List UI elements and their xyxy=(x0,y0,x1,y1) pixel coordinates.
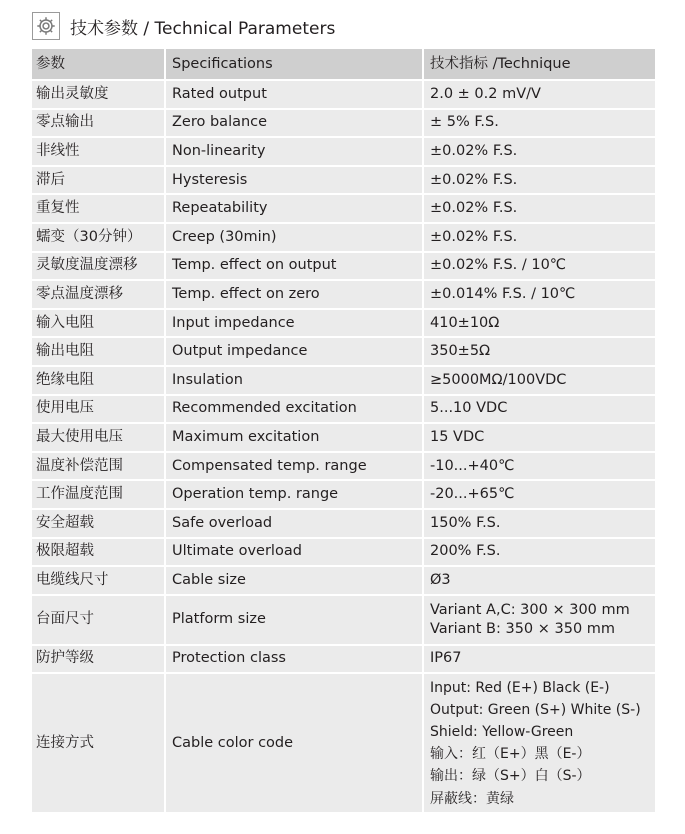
table-row xyxy=(32,253,655,280)
param-cn-cell: 绝缘电阻 xyxy=(32,367,164,394)
table-row xyxy=(32,510,655,537)
param-cn-cell: 重复性 xyxy=(32,195,164,222)
table-row xyxy=(32,396,655,423)
param-cn-cell: 工作温度范围 xyxy=(32,481,164,508)
param-en-cell: Insulation xyxy=(164,367,422,394)
param-cn-cell: 安全超载 xyxy=(32,510,164,537)
table-row xyxy=(32,539,655,566)
param-en-cell: Cable color code xyxy=(164,674,422,812)
param-cn-cell: 蠕变（30分钟） xyxy=(32,224,164,251)
table-row xyxy=(32,138,655,165)
param-value-cell: ±0.02% F.S. xyxy=(422,224,655,251)
param-value-cell: 200% F.S. xyxy=(422,539,655,566)
column-header-specifications: Specifications xyxy=(164,49,422,79)
page-title: 技术参数 / Technical Parameters xyxy=(70,18,336,39)
table-row xyxy=(32,281,655,308)
param-en-cell: Zero balance xyxy=(164,110,422,137)
table-row xyxy=(32,110,655,137)
table-row xyxy=(32,367,655,394)
param-en-cell: Creep (30min) xyxy=(164,224,422,251)
cable-color-line: Shield: Yellow-Green xyxy=(430,724,574,741)
table-row xyxy=(32,310,655,337)
cable-color-line: 输入：红（E+）黑（E-） xyxy=(430,746,591,763)
param-value-cell: ≥5000MΩ/100VDC xyxy=(422,367,655,394)
section-header xyxy=(32,10,335,42)
column-header-technique: 技术指标 /Technique xyxy=(422,49,655,79)
param-en-cell: Output impedance xyxy=(164,338,422,365)
param-cn-cell: 非线性 xyxy=(32,138,164,165)
param-en-cell: Protection class xyxy=(164,646,422,673)
table-row xyxy=(32,195,655,222)
table-header-row xyxy=(32,49,655,79)
param-value-cell: ±0.02% F.S. xyxy=(422,138,655,165)
param-en-cell: Maximum excitation xyxy=(164,424,422,451)
param-cn-cell: 零点输出 xyxy=(32,110,164,137)
table-row xyxy=(32,224,655,251)
table-row xyxy=(32,338,655,365)
param-value-cell: -20...+65℃ xyxy=(422,481,655,508)
table-row xyxy=(32,167,655,194)
gear-icon xyxy=(32,12,60,40)
table-row-cable-color-code xyxy=(32,674,655,812)
param-en-cell: Safe overload xyxy=(164,510,422,537)
param-en-cell: Input impedance xyxy=(164,310,422,337)
column-header-parameter: 参数 xyxy=(32,49,164,79)
param-cn-cell: 灵敏度温度漂移 xyxy=(32,253,164,280)
param-value-cell: ±0.02% F.S. xyxy=(422,167,655,194)
param-value-cell: Ø3 xyxy=(422,567,655,594)
platform-size-line: Variant A,C: 300 × 300 mm xyxy=(430,601,630,618)
param-cn-cell: 极限超载 xyxy=(32,539,164,566)
param-value-cell: -10...+40℃ xyxy=(422,453,655,480)
param-value-cell xyxy=(422,596,655,644)
technical-parameters-table xyxy=(32,47,655,814)
param-cn-cell: 防护等级 xyxy=(32,646,164,673)
param-cn-cell: 温度补偿范围 xyxy=(32,453,164,480)
param-value-cell: 2.0 ± 0.2 mV/V xyxy=(422,81,655,108)
param-value-cell: 15 VDC xyxy=(422,424,655,451)
param-en-cell: Cable size xyxy=(164,567,422,594)
param-en-cell: Operation temp. range xyxy=(164,481,422,508)
param-en-cell: Temp. effect on output xyxy=(164,253,422,280)
param-cn-cell: 最大使用电压 xyxy=(32,424,164,451)
param-cn-cell: 零点温度漂移 xyxy=(32,281,164,308)
param-value-cell xyxy=(422,674,655,812)
cable-color-line: Output: Green (S+) White (S-) xyxy=(430,701,641,718)
param-en-cell: Hysteresis xyxy=(164,167,422,194)
param-value-cell: 150% F.S. xyxy=(422,510,655,537)
param-value-cell: ±0.014% F.S. / 10℃ xyxy=(422,281,655,308)
table-row xyxy=(32,81,655,108)
cable-color-line: 输出：绿（S+）白（S-） xyxy=(430,768,591,785)
param-cn-cell: 滞后 xyxy=(32,167,164,194)
param-value-cell: ± 5% F.S. xyxy=(422,110,655,137)
param-value-cell: 5...10 VDC xyxy=(422,396,655,423)
param-cn-cell: 台面尺寸 xyxy=(32,596,164,644)
table-row xyxy=(32,567,655,594)
table-row xyxy=(32,481,655,508)
param-cn-cell: 电缆线尺寸 xyxy=(32,567,164,594)
param-en-cell: Rated output xyxy=(164,81,422,108)
param-cn-cell: 输出灵敏度 xyxy=(32,81,164,108)
cable-color-line: Input: Red (E+) Black (E-) xyxy=(430,679,610,696)
table-row-protection-class xyxy=(32,646,655,673)
param-en-cell: Ultimate overload xyxy=(164,539,422,566)
param-value-cell: 410±10Ω xyxy=(422,310,655,337)
table-row-platform-size xyxy=(32,596,655,644)
param-en-cell: Repeatability xyxy=(164,195,422,222)
cable-color-line: 屏蔽线：黄绿 xyxy=(430,790,514,807)
table-row xyxy=(32,424,655,451)
param-value-cell: ±0.02% F.S. / 10℃ xyxy=(422,253,655,280)
param-cn-cell: 输出电阻 xyxy=(32,338,164,365)
param-value-cell: 350±5Ω xyxy=(422,338,655,365)
param-en-cell: Compensated temp. range xyxy=(164,453,422,480)
param-en-cell: Platform size xyxy=(164,596,422,644)
param-en-cell: Non-linearity xyxy=(164,138,422,165)
table-row xyxy=(32,453,655,480)
param-cn-cell: 输入电阻 xyxy=(32,310,164,337)
param-value-cell: ±0.02% F.S. xyxy=(422,195,655,222)
param-value-cell: IP67 xyxy=(422,646,655,673)
param-cn-cell: 使用电压 xyxy=(32,396,164,423)
param-en-cell: Temp. effect on zero xyxy=(164,281,422,308)
platform-size-line: Variant B: 350 × 350 mm xyxy=(430,620,616,637)
param-cn-cell: 连接方式 xyxy=(32,674,164,812)
param-en-cell: Recommended excitation xyxy=(164,396,422,423)
